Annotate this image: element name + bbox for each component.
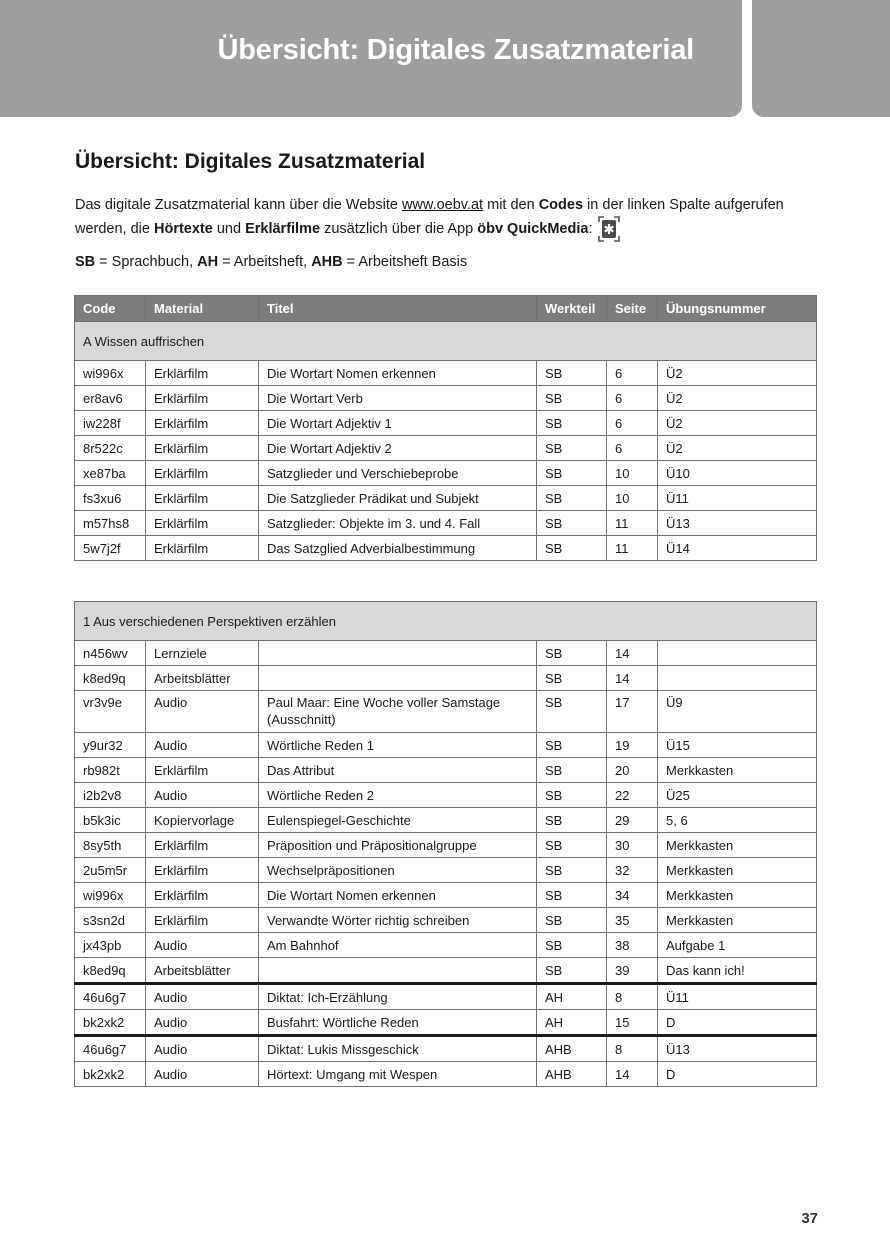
cell-seite: 8 bbox=[607, 1036, 658, 1062]
legend-ah: AH bbox=[197, 254, 219, 270]
cell-uebungsnummer: Merkkasten bbox=[658, 833, 817, 858]
cell-werkteil: AHB bbox=[537, 1036, 607, 1062]
cell-material: Audio bbox=[146, 733, 259, 758]
cell-titel: Verwandte Wörter richtig schreiben bbox=[259, 908, 537, 933]
cell-werkteil: SB bbox=[537, 691, 607, 733]
table-row bbox=[75, 666, 817, 691]
cell-seite: 19 bbox=[607, 733, 658, 758]
cell-titel: Die Wortart Adjektiv 2 bbox=[259, 436, 537, 461]
table-row bbox=[75, 833, 817, 858]
cell-seite: 14 bbox=[607, 1062, 658, 1087]
cell-werkteil: SB bbox=[537, 436, 607, 461]
cell-material: Kopiervorlage bbox=[146, 808, 259, 833]
cell-werkteil: SB bbox=[537, 858, 607, 883]
cell-material: Erklärfilm bbox=[146, 908, 259, 933]
cell-uebungsnummer: Ü11 bbox=[658, 486, 817, 511]
cell-titel: Wörtliche Reden 2 bbox=[259, 783, 537, 808]
cell-seite: 22 bbox=[607, 783, 658, 808]
column-header-werkteil: Werkteil bbox=[537, 296, 607, 322]
cell-uebungsnummer: D bbox=[658, 1062, 817, 1087]
cell-material: Audio bbox=[146, 984, 259, 1010]
cell-uebungsnummer: Ü2 bbox=[658, 386, 817, 411]
cell-material: Audio bbox=[146, 1010, 259, 1036]
cell-code: jx43pb bbox=[75, 933, 146, 958]
cell-code: k8ed9q bbox=[75, 958, 146, 984]
table-row bbox=[75, 1010, 817, 1036]
intro-bold-erklaerfilme: Erklärfilme bbox=[245, 221, 321, 237]
cell-uebungsnummer: Ü10 bbox=[658, 461, 817, 486]
table-row bbox=[75, 511, 817, 536]
cell-code: wi996x bbox=[75, 361, 146, 386]
cell-code: fs3xu6 bbox=[75, 486, 146, 511]
table-row bbox=[75, 386, 817, 411]
cell-code: s3sn2d bbox=[75, 908, 146, 933]
cell-seite: 14 bbox=[607, 666, 658, 691]
cell-seite: 30 bbox=[607, 833, 658, 858]
table-row bbox=[75, 883, 817, 908]
table-row bbox=[75, 733, 817, 758]
cell-werkteil: AH bbox=[537, 1010, 607, 1036]
table-section-a bbox=[74, 295, 817, 561]
section-heading-row bbox=[75, 602, 817, 641]
cell-titel bbox=[259, 641, 537, 666]
cell-seite: 8 bbox=[607, 984, 658, 1010]
cell-titel: Satzglieder und Verschiebeprobe bbox=[259, 461, 537, 486]
cell-titel: Satzglieder: Objekte im 3. und 4. Fall bbox=[259, 511, 537, 536]
cell-material: Audio bbox=[146, 1036, 259, 1062]
cell-werkteil: SB bbox=[537, 461, 607, 486]
cell-werkteil: SB bbox=[537, 386, 607, 411]
cell-titel: Busfahrt: Wörtliche Reden bbox=[259, 1010, 537, 1036]
cell-titel: Präposition und Präpositionalgruppe bbox=[259, 833, 537, 858]
cell-material: Erklärfilm bbox=[146, 386, 259, 411]
cell-titel: Das Attribut bbox=[259, 758, 537, 783]
cell-titel bbox=[259, 958, 537, 984]
cell-code: 46u6g7 bbox=[75, 984, 146, 1010]
cell-seite: 15 bbox=[607, 1010, 658, 1036]
cell-material: Erklärfilm bbox=[146, 883, 259, 908]
cell-titel: Die Wortart Nomen erkennen bbox=[259, 883, 537, 908]
cell-seite: 14 bbox=[607, 641, 658, 666]
cell-werkteil: SB bbox=[537, 486, 607, 511]
cell-werkteil: SB bbox=[537, 511, 607, 536]
cell-titel bbox=[259, 666, 537, 691]
table-row bbox=[75, 691, 817, 733]
page-number: 37 bbox=[801, 1210, 818, 1227]
cell-titel: Die Wortart Adjektiv 1 bbox=[259, 411, 537, 436]
cell-material: Audio bbox=[146, 783, 259, 808]
section-title: A Wissen auffrischen bbox=[75, 322, 817, 361]
cell-seite: 6 bbox=[607, 361, 658, 386]
cell-titel: Diktat: Lukis Missgeschick bbox=[259, 1036, 537, 1062]
cell-code: 5w7j2f bbox=[75, 536, 146, 561]
table-row bbox=[75, 361, 817, 386]
legend-sb-text: = Sprachbuch, bbox=[95, 254, 198, 270]
cell-uebungsnummer: Merkkasten bbox=[658, 908, 817, 933]
table-row bbox=[75, 1062, 817, 1087]
cell-code: 2u5m5r bbox=[75, 858, 146, 883]
cell-code: bk2xk2 bbox=[75, 1010, 146, 1036]
cell-code: er8av6 bbox=[75, 386, 146, 411]
cell-code: i2b2v8 bbox=[75, 783, 146, 808]
website-link[interactable]: www.oebv.at bbox=[401, 197, 484, 213]
cell-werkteil: SB bbox=[537, 758, 607, 783]
cell-seite: 35 bbox=[607, 908, 658, 933]
page-title: Übersicht: Digitales Zusatzmaterial bbox=[75, 150, 426, 173]
cell-code: wi996x bbox=[75, 883, 146, 908]
cell-material: Erklärfilm bbox=[146, 361, 259, 386]
section-title: 1 Aus verschiedenen Perspektiven erzählen bbox=[75, 602, 817, 641]
cell-titel: Das Satzglied Adverbialbestimmung bbox=[259, 536, 537, 561]
intro-bold-hoertexte: Hörtexte bbox=[154, 221, 213, 237]
cell-material: Erklärfilm bbox=[146, 758, 259, 783]
cell-uebungsnummer: Das kann ich! bbox=[658, 958, 817, 984]
cell-seite: 17 bbox=[607, 691, 658, 733]
table-row bbox=[75, 908, 817, 933]
cell-material: Erklärfilm bbox=[146, 858, 259, 883]
cell-uebungsnummer: Ü9 bbox=[658, 691, 817, 733]
legend-sb: SB bbox=[75, 254, 96, 270]
cell-uebungsnummer: Ü2 bbox=[658, 436, 817, 461]
cell-werkteil: SB bbox=[537, 783, 607, 808]
cell-code: 46u6g7 bbox=[75, 1036, 146, 1062]
cell-seite: 34 bbox=[607, 883, 658, 908]
cell-material: Erklärfilm bbox=[146, 461, 259, 486]
cell-material: Arbeitsblätter bbox=[146, 666, 259, 691]
cell-werkteil: AH bbox=[537, 984, 607, 1010]
intro-bold-codes: Codes bbox=[538, 197, 584, 213]
intro-text-3: in der linken Spalte aufgerufen werden, die bbox=[75, 197, 784, 237]
intro-paragraph bbox=[75, 195, 820, 242]
intro-text-1: Das digitale Zusatzmaterial kann über die Website bbox=[75, 197, 402, 213]
cell-uebungsnummer bbox=[658, 641, 817, 666]
cell-seite: 10 bbox=[607, 461, 658, 486]
cell-werkteil: SB bbox=[537, 833, 607, 858]
cell-uebungsnummer: Aufgabe 1 bbox=[658, 933, 817, 958]
cell-code: 8sy5th bbox=[75, 833, 146, 858]
cell-seite: 39 bbox=[607, 958, 658, 984]
cell-werkteil: SB bbox=[537, 958, 607, 984]
cell-code: bk2xk2 bbox=[75, 1062, 146, 1087]
cell-code: vr3v9e bbox=[75, 691, 146, 733]
cell-code: n456wv bbox=[75, 641, 146, 666]
section-heading-row bbox=[75, 322, 817, 361]
column-header-code: Code bbox=[75, 296, 146, 322]
cell-code: rb982t bbox=[75, 758, 146, 783]
cell-uebungsnummer: 5, 6 bbox=[658, 808, 817, 833]
banner-title: Übersicht: Digitales Zusatzmaterial bbox=[217, 34, 694, 66]
column-header-material: Material bbox=[146, 296, 259, 322]
quickmedia-app-icon bbox=[598, 216, 620, 242]
cell-material: Erklärfilm bbox=[146, 536, 259, 561]
cell-werkteil: SB bbox=[537, 361, 607, 386]
table-row bbox=[75, 958, 817, 984]
cell-titel: Die Wortart Verb bbox=[259, 386, 537, 411]
cell-seite: 6 bbox=[607, 386, 658, 411]
cell-uebungsnummer: Ü11 bbox=[658, 984, 817, 1010]
cell-seite: 11 bbox=[607, 536, 658, 561]
cell-werkteil: SB bbox=[537, 908, 607, 933]
header-side-tab bbox=[752, 0, 890, 117]
column-header-uebungsnummer: Übungsnummer bbox=[658, 296, 817, 322]
table-row bbox=[75, 411, 817, 436]
cell-uebungsnummer: Merkkasten bbox=[658, 758, 817, 783]
cell-uebungsnummer: Ü14 bbox=[658, 536, 817, 561]
legend-ahb-text: = Arbeitsheft Basis bbox=[342, 254, 468, 270]
table-row bbox=[75, 461, 817, 486]
cell-werkteil: SB bbox=[537, 666, 607, 691]
cell-werkteil: SB bbox=[537, 411, 607, 436]
cell-titel: Die Satzglieder Prädikat und Subjekt bbox=[259, 486, 537, 511]
table-row bbox=[75, 1036, 817, 1062]
cell-code: m57hs8 bbox=[75, 511, 146, 536]
table-row bbox=[75, 984, 817, 1010]
cell-werkteil: SB bbox=[537, 933, 607, 958]
cell-werkteil: SB bbox=[537, 808, 607, 833]
cell-material: Erklärfilm bbox=[146, 436, 259, 461]
legend-ah-text: = Arbeitsheft, bbox=[218, 254, 312, 270]
cell-werkteil: SB bbox=[537, 733, 607, 758]
legend-ahb: AHB bbox=[311, 254, 343, 270]
cell-uebungsnummer: Ü13 bbox=[658, 1036, 817, 1062]
cell-material: Lernziele bbox=[146, 641, 259, 666]
cell-material: Erklärfilm bbox=[146, 486, 259, 511]
cell-uebungsnummer: Merkkasten bbox=[658, 883, 817, 908]
cell-seite: 10 bbox=[607, 486, 658, 511]
cell-material: Erklärfilm bbox=[146, 411, 259, 436]
cell-uebungsnummer: Ü2 bbox=[658, 411, 817, 436]
cell-code: xe87ba bbox=[75, 461, 146, 486]
table-section-1 bbox=[74, 601, 817, 1087]
cell-titel: Am Bahnhof bbox=[259, 933, 537, 958]
cell-code: 8r522c bbox=[75, 436, 146, 461]
column-header-seite: Seite bbox=[607, 296, 658, 322]
cell-uebungsnummer bbox=[658, 666, 817, 691]
cell-seite: 38 bbox=[607, 933, 658, 958]
intro-text-5: zusätzlich über die App bbox=[320, 221, 478, 237]
cell-werkteil: AHB bbox=[537, 1062, 607, 1087]
cell-uebungsnummer: Ü25 bbox=[658, 783, 817, 808]
table-header-row bbox=[75, 296, 817, 322]
table-row bbox=[75, 808, 817, 833]
header-banner bbox=[0, 0, 742, 117]
cell-uebungsnummer: Ü13 bbox=[658, 511, 817, 536]
cell-seite: 6 bbox=[607, 411, 658, 436]
cell-titel: Wörtliche Reden 1 bbox=[259, 733, 537, 758]
cell-material: Audio bbox=[146, 933, 259, 958]
table-row bbox=[75, 486, 817, 511]
cell-seite: 11 bbox=[607, 511, 658, 536]
table-row bbox=[75, 641, 817, 666]
cell-titel: Die Wortart Nomen erkennen bbox=[259, 361, 537, 386]
cell-code: iw228f bbox=[75, 411, 146, 436]
table-row bbox=[75, 933, 817, 958]
cell-werkteil: SB bbox=[537, 641, 607, 666]
intro-text-4: und bbox=[212, 221, 246, 237]
column-header-titel: Titel bbox=[259, 296, 537, 322]
cell-code: y9ur32 bbox=[75, 733, 146, 758]
cell-werkteil: SB bbox=[537, 536, 607, 561]
cell-titel: Paul Maar: Eine Woche voller Samstage (Ausschnitt) bbox=[259, 691, 537, 733]
legend bbox=[75, 254, 467, 270]
cell-seite: 29 bbox=[607, 808, 658, 833]
cell-material: Arbeitsblätter bbox=[146, 958, 259, 984]
cell-seite: 20 bbox=[607, 758, 658, 783]
cell-code: k8ed9q bbox=[75, 666, 146, 691]
cell-material: Audio bbox=[146, 691, 259, 733]
table-row bbox=[75, 858, 817, 883]
cell-uebungsnummer: Ü2 bbox=[658, 361, 817, 386]
cell-material: Erklärfilm bbox=[146, 511, 259, 536]
cell-titel: Hörtext: Umgang mit Wespen bbox=[259, 1062, 537, 1087]
cell-seite: 6 bbox=[607, 436, 658, 461]
intro-text-6: : bbox=[588, 221, 593, 237]
table-row bbox=[75, 536, 817, 561]
cell-material: Audio bbox=[146, 1062, 259, 1087]
cell-uebungsnummer: D bbox=[658, 1010, 817, 1036]
cell-titel: Diktat: Ich-Erzählung bbox=[259, 984, 537, 1010]
cell-titel: Eulenspiegel-Geschichte bbox=[259, 808, 537, 833]
table-row bbox=[75, 783, 817, 808]
cell-material: Erklärfilm bbox=[146, 833, 259, 858]
cell-titel: Wechselpräpositionen bbox=[259, 858, 537, 883]
intro-bold-app: öbv QuickMedia bbox=[477, 221, 589, 237]
cell-seite: 32 bbox=[607, 858, 658, 883]
cell-uebungsnummer: Ü15 bbox=[658, 733, 817, 758]
cell-werkteil: SB bbox=[537, 883, 607, 908]
intro-text-2: mit den bbox=[483, 197, 539, 213]
cell-uebungsnummer: Merkkasten bbox=[658, 858, 817, 883]
table-row bbox=[75, 758, 817, 783]
table-row bbox=[75, 436, 817, 461]
cell-code: b5k3ic bbox=[75, 808, 146, 833]
